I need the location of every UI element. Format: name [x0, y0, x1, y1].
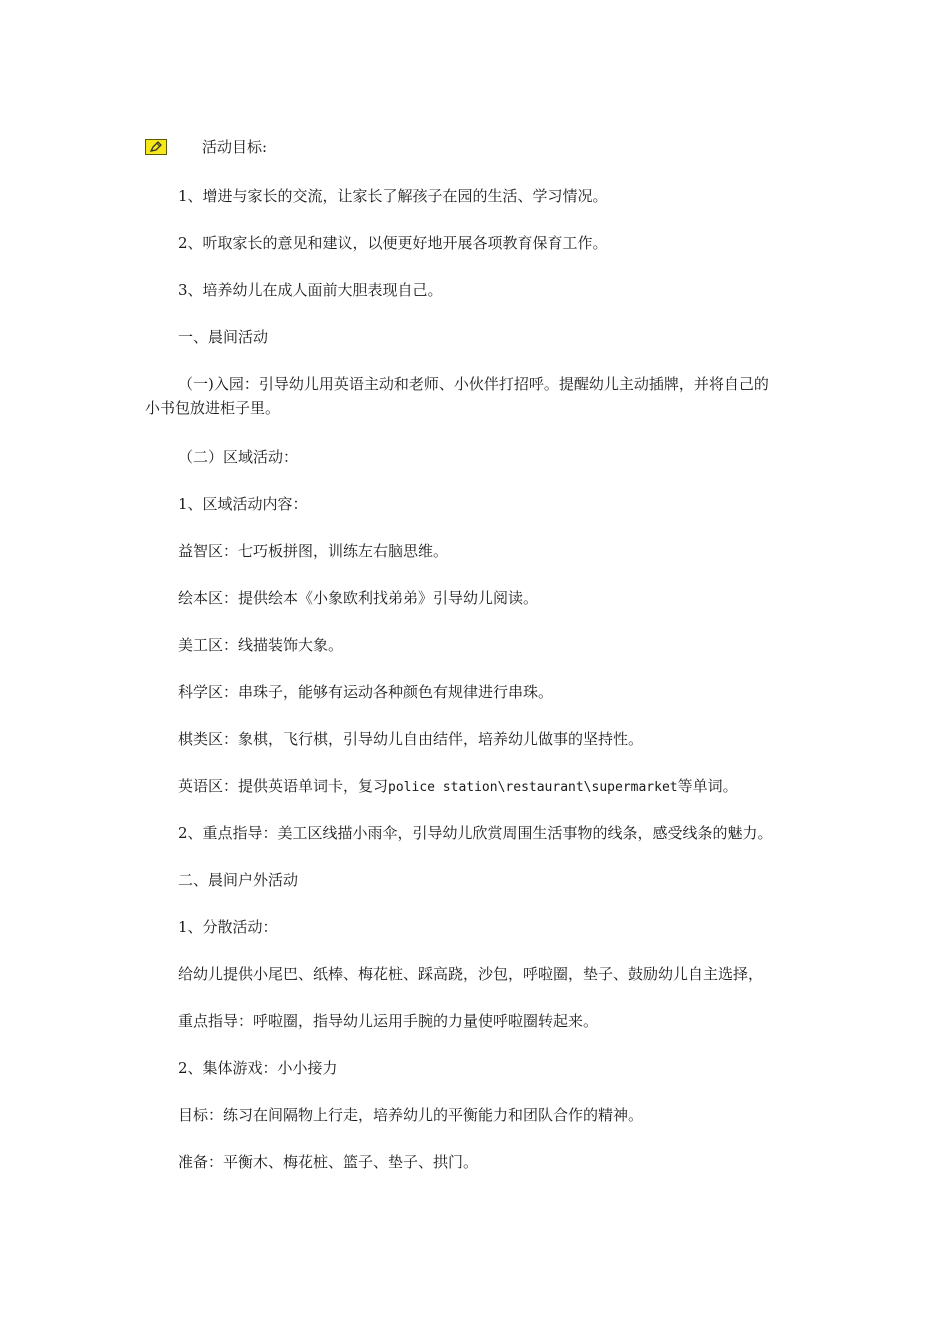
- outdoor-line-5: 目标：练习在间隔物上行走，培养幼儿的平衡能力和团队合作的精神。: [178, 1106, 644, 1124]
- area-activity-title: （二）区域活动：: [178, 448, 299, 466]
- area-english: [178, 775, 738, 799]
- section-2-title: 二、晨间户外活动: [178, 871, 299, 889]
- goal-item-1: 1、增进与家长的交流，让家长了解孩子在园的生活、学习情况。: [178, 187, 608, 205]
- pencil-icon: [145, 139, 167, 155]
- outdoor-line-1: 1、分散活动：: [178, 918, 278, 936]
- area-art: 美工区：线描装饰大象。: [178, 636, 344, 654]
- goal-item-3: 3、培养幼儿在成人面前大胆表现自己。: [178, 281, 443, 299]
- area-science: 科学区：串珠子，能够有运动各种颜色有规律进行串珠。: [178, 683, 554, 701]
- outdoor-line-2: 给幼儿提供小尾巴、纸棒、梅花桩、踩高跷，沙包，呼啦圈，垫子、鼓励幼儿自主选择，: [178, 965, 764, 983]
- outdoor-line-4: 2、集体游戏：小小接力: [178, 1059, 338, 1077]
- section-1-title: 一、晨间活动: [178, 328, 269, 346]
- goal-item-2: 2、听取家长的意见和建议，以便更好地开展各项教育保育工作。: [178, 234, 608, 252]
- goals-heading: [145, 136, 267, 158]
- focus-guidance: 2、重点指导：美工区线描小雨伞，引导幼儿欣赏周围生活事物的线条，感受线条的魅力。: [178, 824, 773, 842]
- outdoor-line-3: 重点指导：呼啦圈，指导幼儿运用手腕的力量使呼啦圈转起来。: [178, 1012, 599, 1030]
- goals-heading-text: 活动目标:: [202, 138, 268, 156]
- area-english-words: police station\restaurant\supermarket: [388, 780, 678, 795]
- area-english-suffix: 等单词。: [677, 777, 738, 795]
- entry-line-1: （一)入园：引导幼儿用英语主动和老师、小伙伴打招呼。提醒幼儿主动插牌，并将自己的: [178, 375, 769, 393]
- area-chess: 棋类区：象棋，飞行棋，引导幼儿自由结伴，培养幼儿做事的坚持性。: [178, 730, 644, 748]
- entry-line-2: 小书包放进柜子里。: [145, 399, 281, 417]
- area-picture-book: 绘本区：提供绘本《小象欧利找弟弟》引导幼儿阅读。: [178, 589, 539, 607]
- area-content-title: 1、区域活动内容：: [178, 495, 308, 513]
- outdoor-line-6: 准备：平衡木、梅花桩、篮子、垫子、拱门。: [178, 1153, 479, 1171]
- area-english-prefix: 英语区：提供英语单词卡，复习: [178, 777, 389, 795]
- area-puzzle: 益智区：七巧板拼图，训练左右脑思维。: [178, 542, 449, 560]
